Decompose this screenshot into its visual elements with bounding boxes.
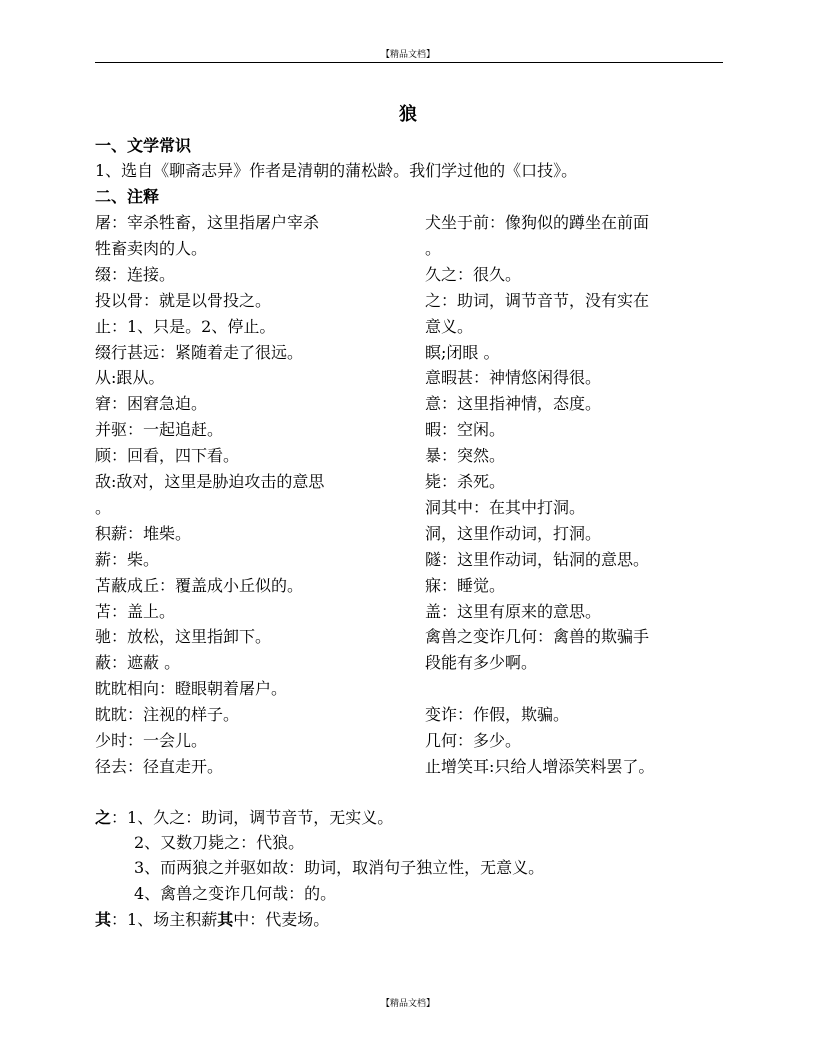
note-right-line: 寐：睡觉。	[425, 576, 506, 595]
note-right-line: 禽兽之变诈几何：禽兽的欺骗手	[425, 627, 650, 646]
literature-text: 1、选自《聊斋志异》作者是清朝的蒲松龄。我们学过他的《口技》。	[95, 161, 578, 180]
note-left-line: 少时：一会儿。	[95, 731, 208, 750]
note-right-line: 几何：多少。	[425, 731, 522, 750]
note-left-line: 牲畜卖肉的人。	[95, 239, 208, 258]
usage-zhi-line-1	[95, 808, 393, 828]
note-right-line: 瞑;闭眼 。	[425, 343, 500, 362]
note-left-line: 积薪：堆柴。	[95, 524, 192, 543]
usage-zhi-line-2: 2、又数刀毙之：代狼。	[134, 833, 305, 852]
note-left-line: 眈眈：注视的样子。	[95, 705, 240, 724]
note-right-line: 之：助词，调节音节，没有实在	[425, 291, 650, 310]
usage-qi-label: 其	[95, 910, 112, 929]
page-footer: 【精品文档】	[380, 999, 435, 1009]
section-heading-notes: 二、注释	[95, 187, 160, 206]
note-right-line: 毙：杀死。	[425, 472, 506, 491]
usage-qi-emphasis: 其	[217, 910, 234, 929]
note-right-line: 洞其中：在其中打洞。	[425, 498, 586, 517]
page-title: 狼	[399, 104, 417, 125]
note-right-line: 意义。	[425, 317, 474, 336]
note-right-line: 段能有多少啊。	[425, 653, 538, 672]
note-left-line: 顾：回看，四下看。	[95, 446, 240, 465]
header-divider	[95, 62, 723, 63]
note-right-line: 止增笑耳:只给人增添笑料罢了。	[425, 757, 655, 776]
usage-qi-text-pre: ：1、场主积薪	[111, 910, 218, 929]
usage-zhi-item-1: ：1、久之：助词，调节音节，无实义。	[111, 808, 394, 827]
note-left-line: 缀：连接。	[95, 265, 176, 284]
note-left-line: 并驱：一起追赶。	[95, 420, 224, 439]
note-left-line: 缀行甚远：紧随着走了很远。	[95, 343, 304, 362]
note-left-line: 苫：盖上。	[95, 602, 176, 621]
note-left-line: 窘：困窘急迫。	[95, 394, 208, 413]
note-right-line: 暇：空闲。	[425, 420, 506, 439]
note-left-line: 止：1、只是。2、停止。	[95, 317, 276, 336]
page-header: 【精品文档】	[380, 50, 435, 60]
note-right-line: 。	[425, 239, 442, 258]
usage-qi-line	[95, 910, 329, 930]
note-right-line: 意：这里指神情，态度。	[425, 394, 602, 413]
note-left-line: 薪：柴。	[95, 550, 160, 569]
note-right-line: 洞，这里作动词，打洞。	[425, 524, 602, 543]
note-left-line: 眈眈相向：瞪眼朝着屠户。	[95, 679, 288, 698]
note-left-line: 投以骨：就是以骨投之。	[95, 291, 272, 310]
note-right-line: 隧：这里作动词，钻洞的意思。	[425, 550, 650, 569]
note-right-line: 犬坐于前：像狗似的蹲坐在前面	[425, 213, 650, 232]
usage-qi-text-post: 中：代麦场。	[233, 910, 330, 929]
note-right-line: 变诈：作假，欺骗。	[425, 705, 570, 724]
note-right-line: 暴：突然。	[425, 446, 506, 465]
usage-zhi-label: 之	[95, 808, 112, 827]
note-left-line: 驰：放松，这里指卸下。	[95, 627, 272, 646]
note-left-line: 。	[95, 498, 112, 517]
note-right-line: 意暇甚：神情悠闲得很。	[425, 368, 602, 387]
note-left-line: 敌:敌对，这里是胁迫攻击的意思	[95, 472, 325, 491]
note-left-line: 苫蔽成丘：覆盖成小丘似的。	[95, 576, 304, 595]
note-left-line: 蔽：遮蔽 。	[95, 653, 181, 672]
note-right-line: 久之：很久。	[425, 265, 522, 284]
note-left-line: 径去：径直走开。	[95, 757, 224, 776]
note-right-line: 盖：这里有原来的意思。	[425, 602, 602, 621]
usage-zhi-line-4: 4、禽兽之变诈几何哉：的。	[134, 884, 337, 903]
section-heading-literature: 一、文学常识	[95, 136, 192, 155]
note-left-line: 屠：宰杀牲畜，这里指屠户宰杀	[95, 213, 320, 232]
note-left-line: 从:跟从。	[95, 368, 165, 387]
usage-zhi-line-3: 3、而两狼之并驱如故：助词，取消句子独立性，无意义。	[134, 858, 545, 877]
